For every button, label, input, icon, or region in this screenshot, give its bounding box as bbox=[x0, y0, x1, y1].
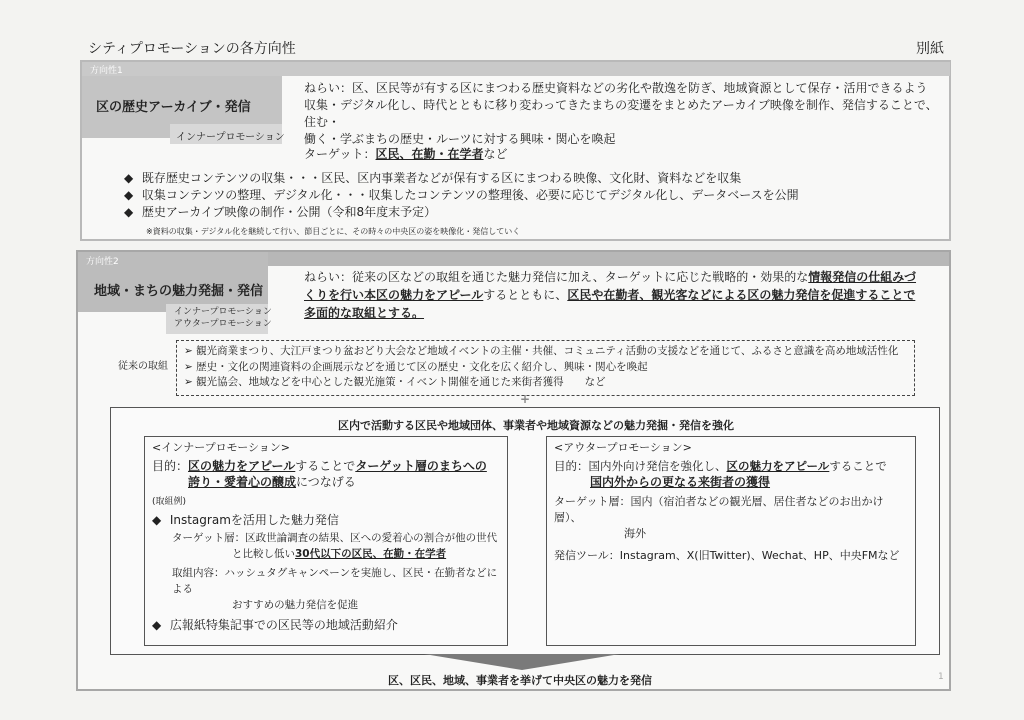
inner-promo-head: <インナープロモーション> bbox=[152, 441, 291, 454]
diamond-icon: ◆ bbox=[152, 513, 162, 527]
direction-2-aim: ねらい：従来の区などの取組を通じた魅力発信に加え、ターゲットに応じた戦略的・効果的な情報発信の仕組みづ くりを行い本区の魅力をアピールするとともに、区民や在勤者、観光客などによる区の魅力発信を促進することで 多面的な取組とする。 bbox=[304, 270, 917, 320]
aim-line: 収集・デジタル化し、時代とともに移り変わってきたまちの変遷をまとめたアーカイブ映像を制作、発信することで、住む・ bbox=[304, 98, 938, 129]
arrow-right-icon: ➢ bbox=[184, 360, 193, 373]
direction-1-aim bbox=[304, 80, 944, 148]
aim-line: ねらい：区、区民等が有する区にまつわる歴史資料などの劣化や散逸を防ぎ、地域資源として保存・活用できるよう bbox=[304, 81, 928, 95]
arrow-right-icon: ➢ bbox=[184, 376, 193, 388]
prev-initiatives: ➢ 観光商業まつり、大江戸まつり盆おどり大会など地域イベントの主催・共催、コミュニティ活動の支援などを通じて、ふるさと意識を高め地域活性化 ➢ 歴史・文化の関連資料の企画展示などを通じて区の歴史・文化を広く紹介し、興味・関心を喚起 ➢ 観光協会、地域などを中心とした観光施策・イベント開催を通じた来街者獲得 など bbox=[184, 345, 899, 388]
direction-2-tag: 方向性2 bbox=[86, 257, 119, 267]
diamond-icon: ◆ bbox=[124, 188, 134, 202]
direction-1-promo: インナープロモーション bbox=[176, 132, 285, 143]
plus-icon: + bbox=[520, 392, 531, 406]
direction-2-name: 地域・まちの魅力発掘・発信 bbox=[94, 284, 264, 299]
inner-promo-content: <インナープロモーション> 目的：区の魅力をアピールすることでターゲット層のまちへの 誇り・愛着心の醸成につなげる (取組例) ◆ Instagramを活用した魅力発信 ターゲット層：区政世論調査の結果、区への愛着心の割合が他の世代 と比較し低い30代以下の区民、在勤・在学者 取組内容：ハッシュタグキャンペーンを実施し、区民・在勤者などによる おすすめの魅力発信を促進 ◆ 広報紙特集記事での区民等の地域活動紹介 bbox=[152, 440, 504, 633]
arrow-right-icon: ➢ bbox=[184, 345, 193, 357]
annex-label: 別紙 bbox=[916, 41, 944, 57]
outer-promo-content: <アウタープロモーション> 目的：国内外向け発信を強化し、区の魅力をアピールすることで 国内外からの更なる来街者の獲得 ターゲット層：国内（宿泊者などの観光層、居住者などのお出かけ層）、 海外 発信ツール：Instagram、X(旧Twitter)、Wechat、HP、中央FMなど bbox=[554, 440, 910, 564]
footer-message: 区、区民、地域、事業者を挙げて中央区の魅力を発信 bbox=[388, 674, 652, 687]
diamond-icon: ◆ bbox=[124, 205, 134, 219]
outer-promo-head: <アウタープロモーション> bbox=[554, 441, 692, 454]
down-arrow-icon bbox=[424, 654, 620, 672]
page-title: シティプロモーションの各方向性 bbox=[88, 41, 296, 57]
diamond-icon: ◆ bbox=[152, 618, 162, 632]
direction-2-promo: インナープロモーション アウタープロモーション bbox=[174, 307, 272, 329]
diamond-icon: ◆ bbox=[124, 171, 134, 185]
direction-1-bullets: ◆ 既存歴史コンテンツの収集・・・区民、区内事業者などが保有する区にまつわる映像、文化財、資料などを収集 ◆ 収集コンテンツの整理、デジタル化・・・収集したコンテンツの整理後、必要に応じてデジタル化し、データベースを公開 ◆ 歴史アーカイブ映像の制作・公開（令和8年度末予定） bbox=[124, 171, 799, 219]
page-number: 1 bbox=[938, 672, 944, 682]
strengthen-title: 区内で活動する区民や地域団体、事業者や地域資源などの魅力発掘・発信を強化 bbox=[338, 419, 734, 432]
direction-1-topbar bbox=[82, 62, 950, 76]
prev-label: 従来の取組 bbox=[118, 361, 168, 372]
aim-line: 働く・学ぶまちの歴史・ルーツに対する興味・関心を喚起 bbox=[304, 132, 616, 146]
direction-1-target: ターゲット：区民、在勤・在学者など bbox=[304, 147, 508, 161]
direction-1-note: ※資料の収集・デジタル化を継続して行い、節目ごとに、その時々の中央区の姿を映像化・発信していく bbox=[146, 227, 521, 236]
direction-1-tag: 方向性1 bbox=[90, 66, 123, 76]
direction-1-name: 区の歴史アーカイブ・発信 bbox=[96, 100, 251, 115]
